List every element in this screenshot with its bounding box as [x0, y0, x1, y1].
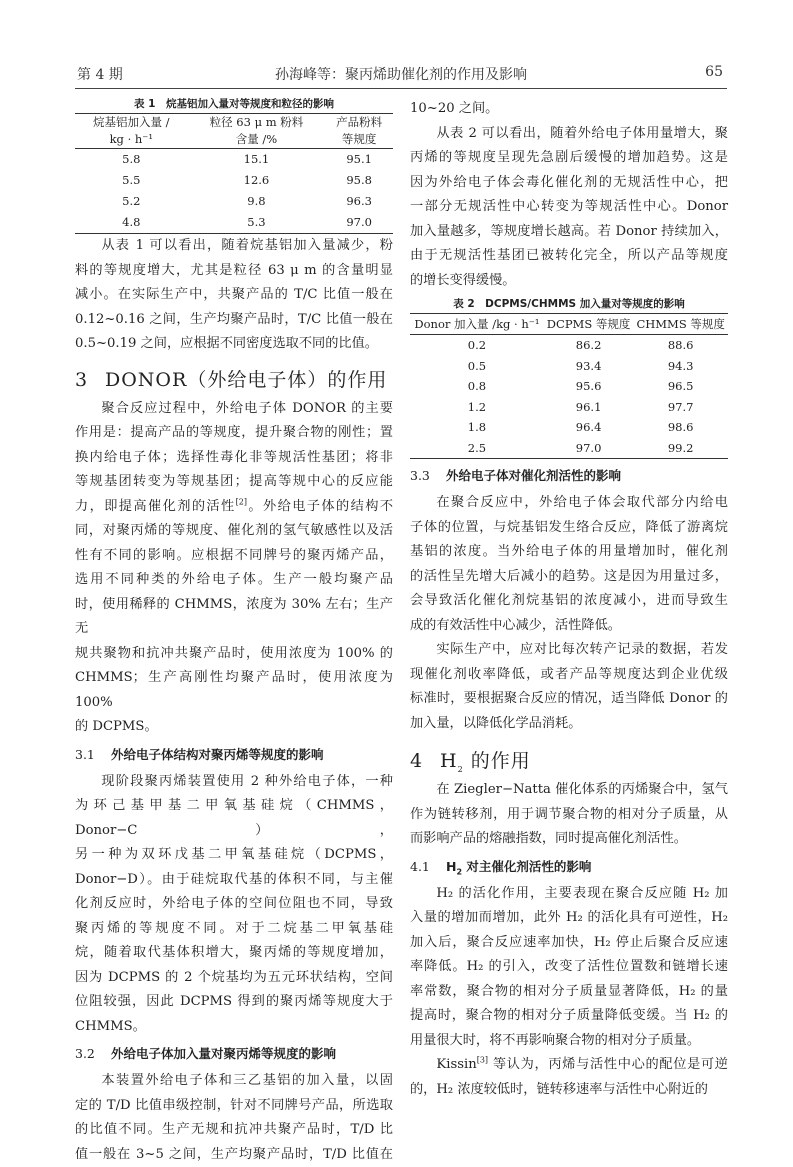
- text-line: [410, 614, 728, 639]
- text-line: [410, 1078, 728, 1103]
- text-span: CHMMS。: [75, 1019, 146, 1034]
- text-line: [75, 917, 393, 942]
- paragraph-table2-discussion: [410, 122, 728, 294]
- table1-row: [75, 170, 393, 191]
- text-span: 现阶段聚丙烯装置使用 2 种外给电子体，一种: [101, 774, 393, 789]
- table2-cell: 96.1: [544, 397, 633, 418]
- section-title-rest: 对主催化剂活性的影响: [462, 859, 591, 874]
- paragraph-h2-role: [410, 778, 728, 852]
- text-span: 力，即提高催化剂的活性: [75, 499, 236, 514]
- text-span: 减小。在实际生产中，共聚产品的 T/C 比值一般在: [75, 287, 393, 302]
- table2-cell: 88.6: [633, 335, 728, 356]
- header-rule: [75, 88, 727, 89]
- section-number: 3.1: [75, 742, 111, 768]
- text-span: 而影响产品的熔融指数，同时提高催化剂活性。: [410, 831, 687, 846]
- table1-cell: 96.3: [325, 191, 393, 212]
- section-number: 3: [75, 363, 105, 397]
- paragraph-production-practice: [410, 638, 728, 736]
- text-span: 10~20 之间。: [410, 101, 498, 116]
- text-span: 等规基团转变为等规基团；提高等规中心的反应能: [75, 474, 393, 489]
- section-3-2-heading: [75, 1041, 393, 1067]
- text-span: 聚合反应过程中，外给电子体 DONOR 的主要: [101, 401, 393, 416]
- paragraph-donor-activity: [410, 491, 728, 638]
- text-span: 加入后，聚合反应速率加快，H₂ 停止后聚合反应速: [410, 935, 728, 950]
- table1-cell: 97.0: [325, 212, 393, 234]
- section-number: 3.2: [75, 1041, 111, 1067]
- section-title-rest: 的作用: [464, 750, 531, 772]
- text-span: 0.5~0.19 之间，应根据不同密度选取不同的比值。: [75, 336, 378, 351]
- text-line: [75, 794, 393, 843]
- table1-header-cell: 含量 /%: [188, 131, 326, 149]
- text-span: 因为 DCPMS 的 2 个烷基均为五元环状结构，空间: [75, 970, 393, 985]
- table1-cell: 5.3: [188, 212, 326, 234]
- table2-body: [410, 335, 728, 459]
- section-3-1-heading: [75, 742, 393, 768]
- text-line: [410, 589, 728, 614]
- table1-cell: 95.1: [325, 149, 393, 171]
- text-line: [75, 308, 393, 333]
- text-span: 0.12~0.16 之间，生产均聚产品时，T/C 比值一般在: [75, 312, 393, 327]
- table2-row: [410, 438, 728, 459]
- text-line: [75, 568, 393, 593]
- text-line: [75, 421, 393, 446]
- right-column: [410, 97, 728, 1102]
- subscript-2: 2: [456, 867, 462, 876]
- text-span: 烷，随着取代基体积增大，聚丙烯的等规度增加，: [75, 945, 393, 960]
- text-span: 规共聚物和抗冲共聚产品时，使用浓度为 100% 的: [75, 646, 393, 661]
- table1-cell: 5.5: [75, 170, 188, 191]
- text-span: 用量很大时，将不再影响聚合物的相对分子质量。: [410, 1033, 700, 1048]
- running-title: 孙海峰等：聚丙烯助催化剂的作用及影响: [75, 64, 727, 84]
- text-line: [410, 980, 728, 1005]
- subscript-2: 2: [458, 765, 464, 774]
- table2: [410, 313, 728, 459]
- section-title-h: H: [446, 859, 456, 874]
- table2-cell: 0.5: [410, 356, 544, 377]
- text-line: [410, 712, 728, 737]
- text-span: 的，H₂ 浓度较低时，链转移速率与活性中心附近的: [410, 1082, 708, 1097]
- paragraph-donor-amount: [75, 1069, 393, 1167]
- section-4-heading: [410, 744, 728, 778]
- table2-cell: 99.2: [633, 438, 728, 459]
- table2-header-cell: Donor 加入量 /kg · h⁻¹: [410, 314, 544, 335]
- text-line: [410, 565, 728, 590]
- text-span: 由于无规活性基团已被转化完全，所以产品等规度: [410, 248, 728, 263]
- text-span: 同，对聚丙烯的等规度、催化剂的氢气敏感性以及活: [75, 523, 393, 538]
- text-line: [75, 332, 393, 357]
- text-line: [75, 1143, 393, 1167]
- table1-row: [75, 191, 393, 212]
- table1-cell: 5.8: [75, 149, 188, 171]
- text-line: [75, 259, 393, 284]
- text-span: 料的等规度增大，尤其是粒径 63 μ m 的含量明显: [75, 263, 393, 278]
- table1-cell: 9.8: [188, 191, 326, 212]
- section-title: 外给电子体对催化剂活性的影响: [446, 468, 621, 483]
- text-line: [410, 146, 728, 171]
- table1-header-cell: 烷基铝加入量 /: [75, 114, 188, 132]
- text-line: [410, 778, 728, 803]
- text-span: 。外给电子体的结构不: [247, 499, 393, 514]
- table1-header-cell: 粒径 63 μ m 粉料: [188, 114, 326, 132]
- paragraph-table1-discussion: [75, 234, 393, 357]
- table2-header-cell: DCPMS 等规度: [544, 314, 633, 335]
- section-3-heading: [75, 363, 393, 397]
- text-line: [410, 269, 728, 294]
- text-span: 选用不同种类的外给电子体。生产一般均聚产品: [75, 572, 393, 587]
- table2-header-cell: CHMMS 等规度: [633, 314, 728, 335]
- text-line: [75, 1094, 393, 1119]
- table2-cell: 98.6: [633, 417, 728, 438]
- text-line: [410, 1053, 728, 1078]
- text-span: 因为外给电子体会毒化催化剂的无规活性中心，把: [410, 175, 728, 190]
- text-line: [75, 446, 393, 471]
- table2-cell: 86.2: [544, 335, 633, 356]
- page-number: 65: [705, 64, 723, 80]
- section-number: 3.3: [410, 463, 446, 489]
- text-span: 基铝的浓度。当外给电子体的用量增加时，催化剂: [410, 544, 728, 559]
- text-line: [410, 1029, 728, 1054]
- running-header: [75, 64, 727, 86]
- table2-row: [410, 376, 728, 397]
- text-span: 作用是：提高产品的等规度，提升聚合物的刚性；置: [75, 425, 393, 440]
- text-span: 的增长变得缓慢。: [410, 273, 516, 288]
- table2-cell: 97.0: [544, 438, 633, 459]
- text-span: 入量的增加而增加，此外 H₂ 的活化具有可逆性，H₂: [410, 910, 728, 925]
- table2-cell: 94.3: [633, 356, 728, 377]
- table2-cell: 1.2: [410, 397, 544, 418]
- text-line: [410, 97, 728, 122]
- text-span: 在聚合反应中，外给电子体会取代部分内给电: [436, 495, 728, 510]
- text-line: [75, 1015, 393, 1040]
- section-title: 外给电子体加入量对聚丙烯等规度的影响: [111, 1046, 336, 1061]
- table2-cell: 97.7: [633, 397, 728, 418]
- text-span: 率降低。H₂ 的引入，改变了活性位置数和链增长速: [410, 959, 728, 974]
- text-line: [75, 593, 393, 642]
- text-line: [75, 234, 393, 259]
- citation: [3]: [477, 1056, 488, 1065]
- text-line: [410, 171, 728, 196]
- text-span: 化剂反应时，外给电子体的空间位阻也不同，导致: [75, 896, 393, 911]
- section-title: 外给电子体结构对聚丙烯等规度的影响: [111, 747, 324, 762]
- text-line: [75, 519, 393, 544]
- table1: [75, 113, 393, 234]
- text-line: [410, 882, 728, 907]
- text-span: 丙烯的等规度呈现先急剧后缓慢的增加趋势。这是: [410, 150, 728, 165]
- section-title-h: H: [440, 750, 458, 772]
- text-line: [410, 540, 728, 565]
- text-line: [75, 770, 393, 795]
- text-line: [75, 642, 393, 667]
- text-span: 的活性呈先增大后减小的趋势。这是因为用量过多，: [410, 569, 728, 584]
- text-line: [75, 892, 393, 917]
- table2-row: [410, 356, 728, 377]
- table2-row: [410, 417, 728, 438]
- paragraph-donor-role: [75, 397, 393, 740]
- text-line: [410, 663, 728, 688]
- table2-cell: 2.5: [410, 438, 544, 459]
- table1-row: [75, 212, 393, 234]
- text-line: [75, 397, 393, 422]
- section-title: DONOR（外给电子体）的作用: [105, 369, 387, 391]
- text-line: [75, 283, 393, 308]
- text-line: [75, 868, 393, 893]
- text-span: 加入量，以降低化学品消耗。: [410, 716, 581, 731]
- issue-number: 第 4 期: [77, 64, 123, 84]
- table1-caption: 表 1 烷基铝加入量对等规度和粒径的影响: [75, 96, 393, 113]
- table1-body: [75, 149, 393, 234]
- text-line: [410, 687, 728, 712]
- text-span: Kissin: [436, 1057, 476, 1072]
- text-span: 值一般在 3~5 之间，生产均聚产品时，T/D 比值在: [75, 1147, 393, 1162]
- text-span: CHMMS；生产高刚性均聚产品时，使用浓度为 100%: [75, 670, 393, 710]
- paragraph-donor-structure: [75, 770, 393, 1040]
- text-line: [75, 495, 393, 520]
- text-span: 的 DCPMS。: [75, 719, 158, 734]
- text-line: [75, 1118, 393, 1143]
- text-line: [75, 966, 393, 991]
- text-span: 时，使用稀释的 CHMMS，浓度为 30% 左右；生产无: [75, 597, 393, 637]
- text-line: [410, 195, 728, 220]
- table2-cell: 1.8: [410, 417, 544, 438]
- text-line: [75, 843, 393, 868]
- text-span: 子体的位置，与烷基铝发生络合反应，降低了游离烷: [410, 520, 728, 535]
- text-span: 等认为，丙烯与活性中心的配位是可逆: [488, 1057, 728, 1072]
- section-4-1-heading: [410, 854, 728, 880]
- text-span: 标准时，要根据聚合反应的情况，适当降低 Donor 的: [410, 691, 728, 706]
- citation: [2]: [236, 497, 247, 506]
- text-line: [410, 516, 728, 541]
- table2-row: [410, 335, 728, 356]
- section-3-3-heading: [410, 463, 728, 489]
- text-span: 一部分无规活性中心转变为等规活性中心。Donor: [410, 199, 728, 214]
- text-span: 换内给电子体；选择性毒化非等规活性基团；将非: [75, 450, 393, 465]
- text-span: 现催化剂收率降低，或者产品等规度达到企业优级: [410, 667, 728, 682]
- text-span: 的比值不同。生产无规和抗冲共聚产品时，T/D 比: [75, 1122, 393, 1137]
- paragraph-h2-activation: [410, 882, 728, 1054]
- text-span: 实际生产中，应对比每次转产记录的数据，若发: [436, 642, 728, 657]
- text-line: [410, 827, 728, 852]
- table2-cell: 96.5: [633, 376, 728, 397]
- table2-cell: 95.6: [544, 376, 633, 397]
- table1-cell: 95.8: [325, 170, 393, 191]
- text-span: Donor−D）。由于硅烷取代基的体积不同，与主催: [75, 872, 393, 887]
- text-line: [75, 990, 393, 1015]
- text-line: [410, 1004, 728, 1029]
- table1-cell: 4.8: [75, 212, 188, 234]
- text-span: 会导致活化催化剂烷基铝的浓度减小，进而导致生: [410, 593, 728, 608]
- table1-cell: 15.1: [188, 149, 326, 171]
- text-line: [410, 244, 728, 269]
- table1-header-cell: kg · h⁻¹: [75, 131, 188, 149]
- text-span: 在 Ziegler−Natta 催化体系的丙烯聚合中，氢气: [436, 782, 728, 797]
- text-line: [410, 638, 728, 663]
- table1-cell: 5.2: [75, 191, 188, 212]
- text-line: [410, 803, 728, 828]
- text-line: [75, 666, 393, 715]
- text-span: 性有不同的影响。应根据不同牌号的聚丙烯产品，: [75, 548, 393, 563]
- text-span: 提高时，聚合物的相对分子质量降低变缓。当 H₂ 的: [410, 1008, 728, 1023]
- table2-row: [410, 397, 728, 418]
- text-line: [410, 931, 728, 956]
- table1-cell: 12.6: [188, 170, 326, 191]
- text-span: 率常数，聚合物的相对分子质量显著降低，H₂ 的量: [410, 984, 728, 999]
- table1-header-cell: 等规度: [325, 131, 393, 149]
- text-span: 从表 2 可以看出，随着外给电子体用量增大，聚: [436, 126, 728, 141]
- text-line: [75, 544, 393, 569]
- table1-header-cell: 产品粉料: [325, 114, 393, 132]
- text-span: 聚丙烯的等规度不同。对于二烷基二甲氧基硅: [75, 921, 393, 936]
- text-span: 位阻较强，因此 DCPMS 得到的聚丙烯等规度大于: [75, 994, 393, 1009]
- text-line: [75, 1069, 393, 1094]
- text-line: [75, 715, 393, 740]
- text-span: 成的有效活性中心减少，活性降低。: [410, 618, 621, 633]
- text-line: [75, 941, 393, 966]
- text-span: 加入量越多，等规度增长越高。若 Donor 持续加入，: [410, 224, 728, 239]
- table2-cell: 93.4: [544, 356, 633, 377]
- text-span: 从表 1 可以看出，随着烷基铝加入量减少，粉: [101, 238, 393, 253]
- text-span: 作为链转移剂，用于调节聚合物的相对分子质量，从: [410, 807, 728, 822]
- text-line: [75, 470, 393, 495]
- text-span: 为环己基甲基二甲氧基硅烷（CHMMS，Donor−C），: [75, 798, 393, 838]
- left-column: [75, 96, 393, 1167]
- table2-caption: 表 2 DCPMS/CHMMS 加入量对等规度的影响: [410, 296, 728, 313]
- text-span: 本装置外给电子体和三乙基铝的加入量，以固: [101, 1073, 393, 1088]
- text-line: [410, 220, 728, 245]
- table2-cell: 0.8: [410, 376, 544, 397]
- paragraph-kissin: [410, 1053, 728, 1102]
- text-span: H₂ 的活化作用，主要表现在聚合反应随 H₂ 加: [436, 886, 728, 901]
- text-span: 另一种为双环戊基二甲氧基硅烷（DCPMS，: [75, 847, 393, 862]
- table1-row: [75, 149, 393, 171]
- table2-cell: 0.2: [410, 335, 544, 356]
- table2-cell: 96.4: [544, 417, 633, 438]
- text-line: [410, 906, 728, 931]
- text-span: 定的 T/D 比值串级控制，针对不同牌号产品，所选取: [75, 1098, 393, 1113]
- paragraph-continued: [410, 97, 728, 122]
- text-line: [410, 955, 728, 980]
- section-number: 4: [410, 744, 440, 778]
- text-line: [410, 491, 728, 516]
- text-line: [410, 122, 728, 147]
- section-number: 4.1: [410, 854, 446, 880]
